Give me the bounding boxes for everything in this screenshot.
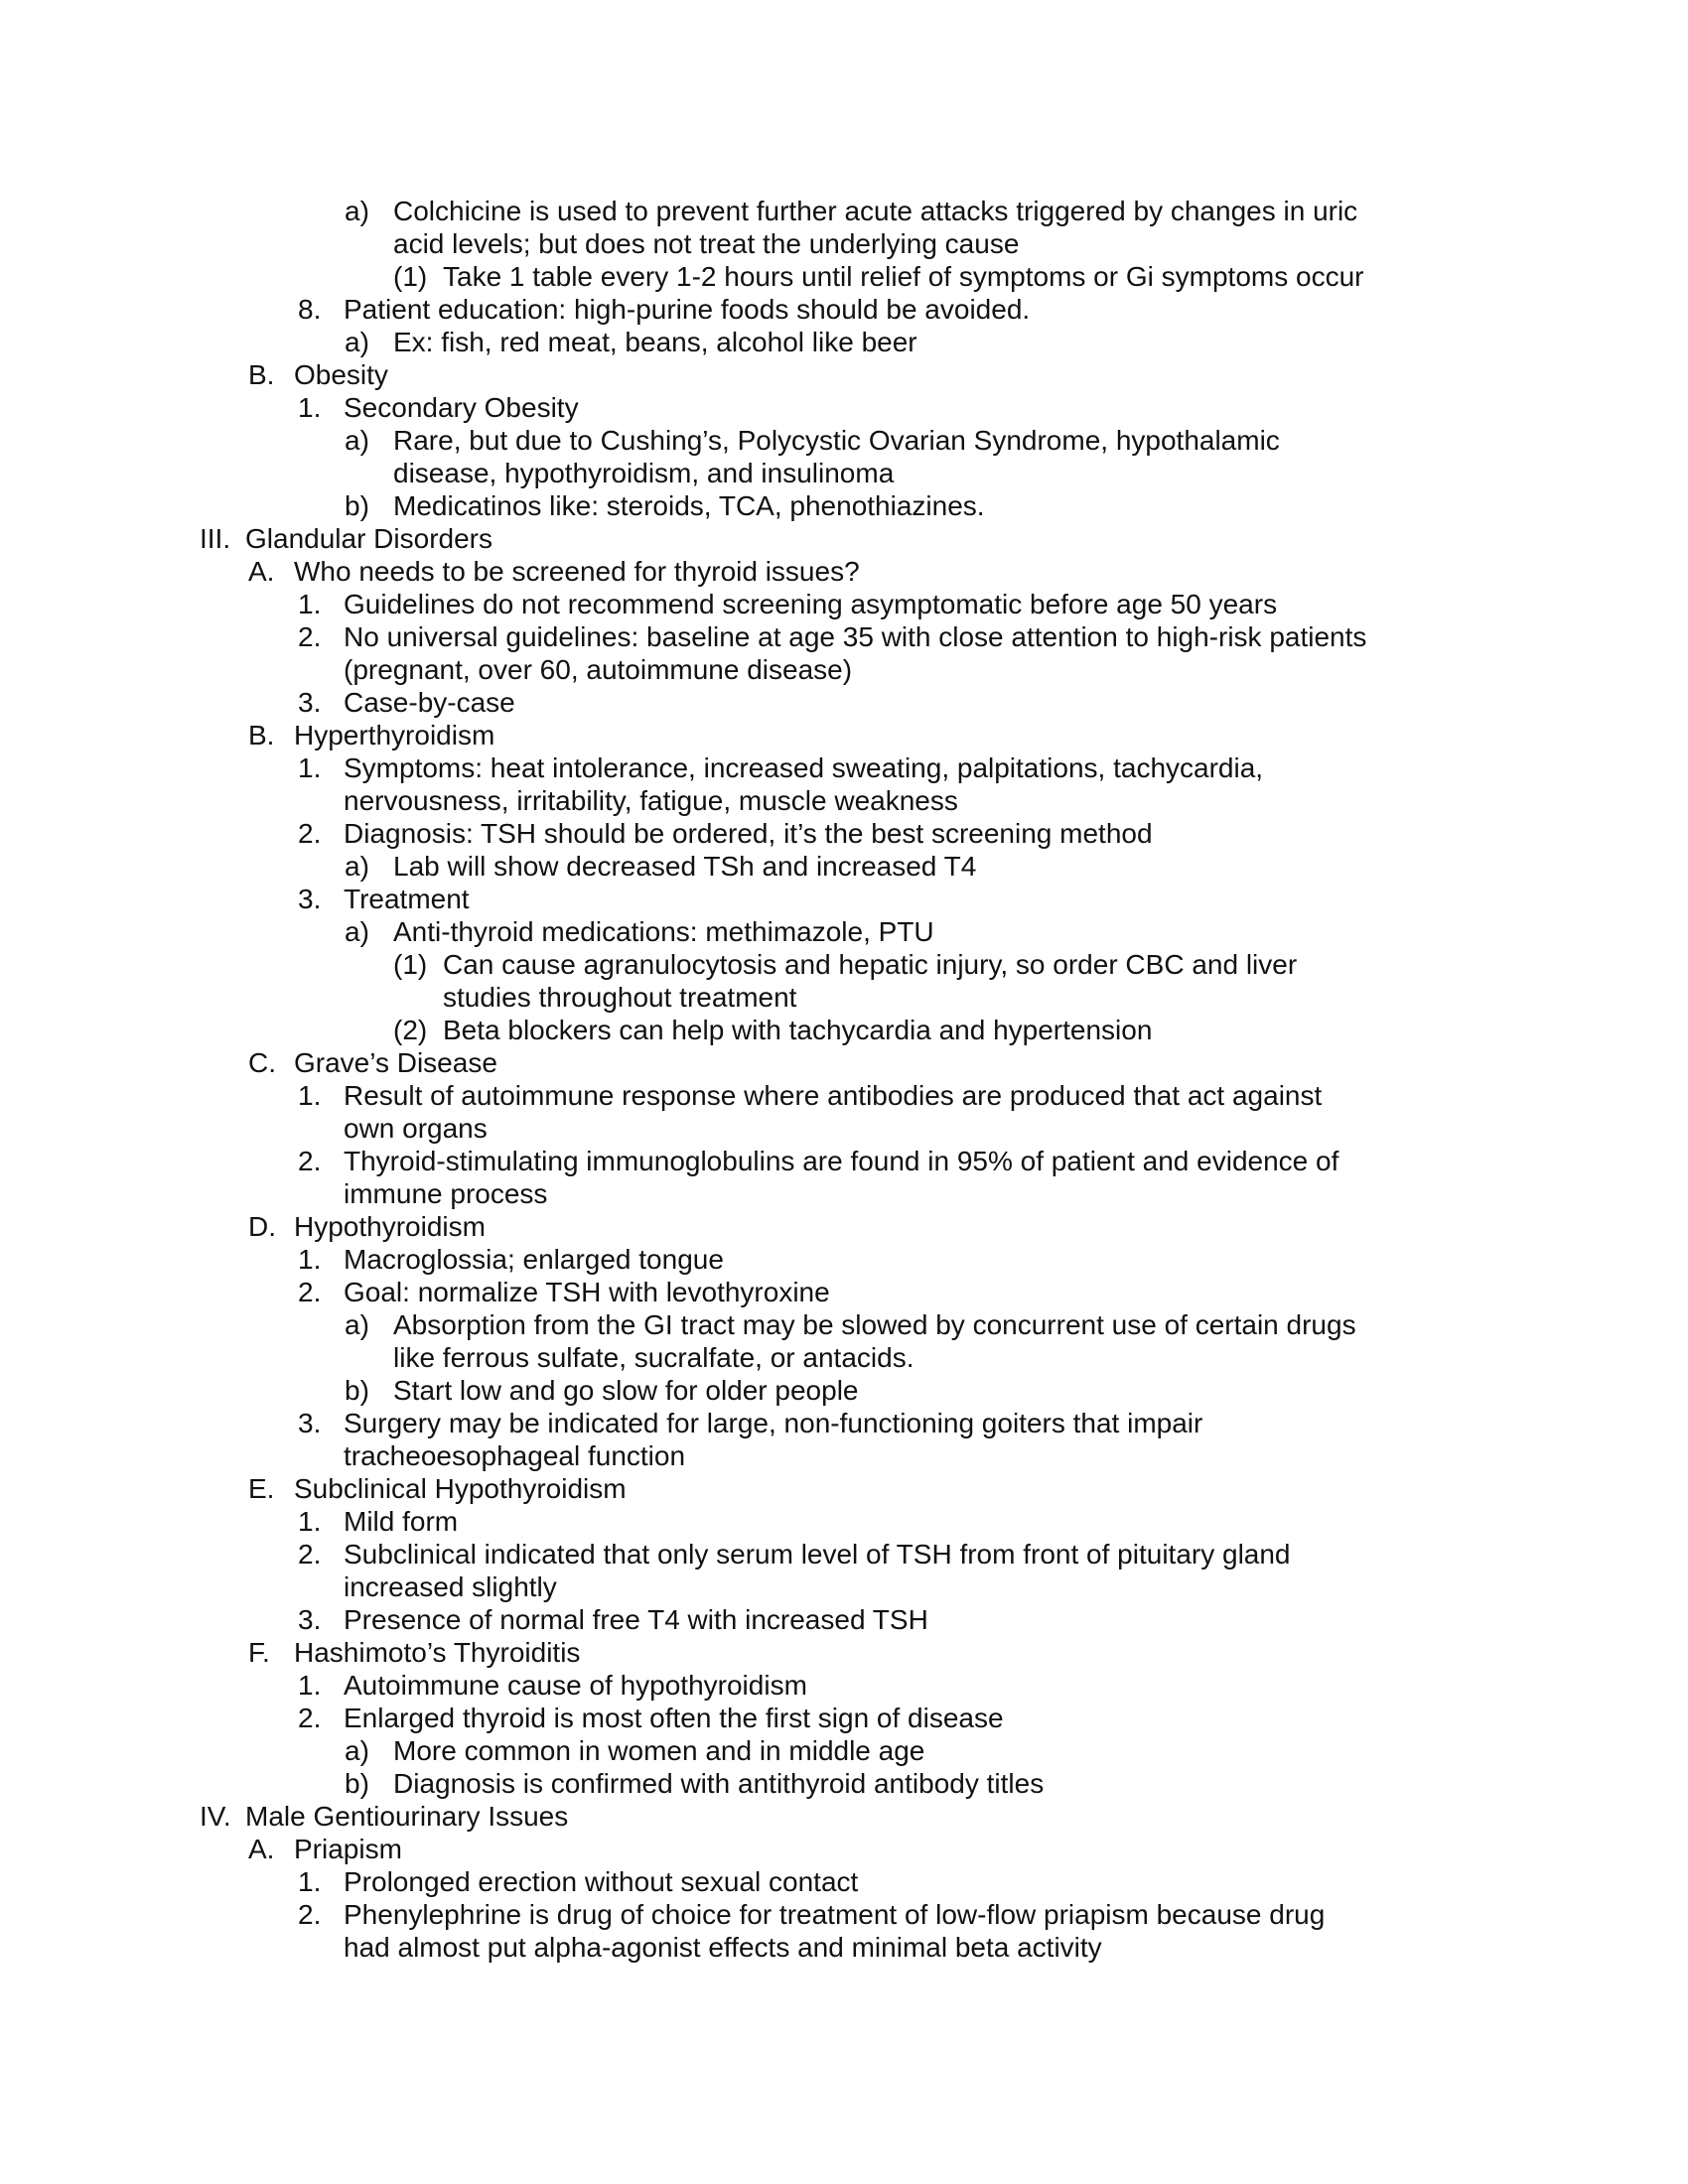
outline-item — [0, 850, 1688, 883]
item-text-line: had almost put alpha-agonist effects and minimal beta activity — [344, 1932, 1102, 1963]
list-marker: b) — [345, 490, 369, 521]
item-text-line: Patient education: high-purine foods should be avoided. — [344, 294, 1031, 325]
item-text-line: Medicatinos like: steroids, TCA, phenothiazines. — [393, 490, 985, 521]
list-marker: III. — [200, 523, 231, 554]
item-text-line: Anti-thyroid medications: methimazole, PTU — [393, 916, 934, 947]
item-text-line: Glandular Disorders — [245, 523, 492, 554]
item-text-line: acid levels; but does not treat the underlying cause — [393, 228, 1020, 259]
list-marker: B. — [248, 359, 275, 390]
item-text-line: More common in women and in middle age — [393, 1735, 925, 1766]
list-marker: (1) — [393, 949, 428, 980]
list-marker: (1) — [393, 261, 428, 292]
list-marker: E. — [248, 1473, 275, 1504]
item-text-line: Autoimmune cause of hypothyroidism — [344, 1670, 807, 1701]
list-marker: 3. — [298, 1604, 322, 1635]
item-text-line: Enlarged thyroid is most often the first sign of disease — [344, 1703, 1004, 1733]
list-marker: a) — [345, 1735, 369, 1766]
list-marker: a) — [345, 425, 369, 456]
list-marker: 1. — [298, 589, 322, 619]
item-text-line: Guidelines do not recommend screening asymptomatic before age 50 years — [344, 589, 1278, 619]
outline-item — [0, 326, 1688, 358]
item-text-line: Diagnosis is confirmed with antithyroid antibody titles — [393, 1768, 1045, 1799]
outline-item — [0, 1308, 1688, 1374]
list-marker: B. — [248, 720, 275, 751]
list-marker: a) — [345, 851, 369, 882]
list-marker: 2. — [298, 621, 322, 652]
list-marker: 1. — [298, 752, 322, 783]
list-marker: 2. — [298, 1703, 322, 1733]
item-text-line: Lab will show decreased TSh and increased T4 — [393, 851, 977, 882]
list-marker: 2. — [298, 1277, 322, 1307]
outline-item — [0, 555, 1688, 588]
outline-item — [0, 1046, 1688, 1079]
list-marker: A. — [248, 556, 275, 587]
list-marker: 3. — [298, 884, 322, 914]
outline-item — [0, 1865, 1688, 1898]
outline-item — [0, 1014, 1688, 1046]
outline-item — [0, 1636, 1688, 1669]
item-text-line: nervousness, irritability, fatigue, muscle weakness — [344, 785, 958, 816]
item-text-line: Take 1 table every 1-2 hours until relief of symptoms or Gi symptoms occur — [443, 261, 1364, 292]
item-text-line: Male Gentiourinary Issues — [245, 1801, 569, 1832]
outline-item — [0, 1374, 1688, 1407]
list-marker: 8. — [298, 294, 322, 325]
list-marker: b) — [345, 1375, 369, 1406]
item-text-line: Subclinical indicated that only serum level of TSH from front of pituitary gland — [344, 1539, 1291, 1570]
outline-item — [0, 1767, 1688, 1800]
item-text-line: Obesity — [294, 359, 388, 390]
item-text-line: Colchicine is used to prevent further acute attacks triggered by changes in uric — [393, 196, 1358, 226]
item-text-line: Surgery may be indicated for large, non-functioning goiters that impair — [344, 1408, 1203, 1438]
list-marker: 1. — [298, 1670, 322, 1701]
item-text-line: Symptoms: heat intolerance, increased sweating, palpitations, tachycardia, — [344, 752, 1264, 783]
list-marker: F. — [248, 1637, 270, 1668]
item-text-line: studies throughout treatment — [443, 982, 797, 1013]
item-text-line: Presence of normal free T4 with increased TSH — [344, 1604, 928, 1635]
list-marker: 2. — [298, 1146, 322, 1176]
item-text-line: Secondary Obesity — [344, 392, 579, 423]
item-text-line: Who needs to be screened for thyroid issues? — [294, 556, 860, 587]
outline-item — [0, 915, 1688, 948]
outline-item — [0, 1505, 1688, 1538]
item-text-line: Macroglossia; enlarged tongue — [344, 1244, 724, 1275]
outline-item — [0, 489, 1688, 522]
item-text-line: Hashimoto’s Thyroiditis — [294, 1637, 581, 1668]
item-text-line: Result of autoimmune response where antibodies are produced that act against — [344, 1080, 1323, 1111]
outline-item — [0, 1734, 1688, 1767]
outline-item — [0, 293, 1688, 326]
item-text-line: like ferrous sulfate, sucralfate, or antacids. — [393, 1342, 914, 1373]
document-outline — [0, 195, 1688, 1964]
outline-item — [0, 195, 1688, 260]
item-text-line: Start low and go slow for older people — [393, 1375, 859, 1406]
item-text-line: Rare, but due to Cushing’s, Polycystic Ovarian Syndrome, hypothalamic — [393, 425, 1280, 456]
outline-item — [0, 1702, 1688, 1734]
item-text-line: (pregnant, over 60, autoimmune disease) — [344, 654, 853, 685]
item-text-line: Prolonged erection without sexual contact — [344, 1866, 859, 1897]
list-marker: 1. — [298, 1866, 322, 1897]
outline-item — [0, 1276, 1688, 1308]
item-text-line: Mild form — [344, 1506, 459, 1537]
item-text-line: tracheoesophageal function — [344, 1440, 686, 1471]
outline-item — [0, 1800, 1688, 1833]
outline-item — [0, 883, 1688, 915]
outline-item — [0, 817, 1688, 850]
list-marker: 2. — [298, 1899, 322, 1930]
item-text-line: Can cause agranulocytosis and hepatic injury, so order CBC and liver — [443, 949, 1298, 980]
outline-item — [0, 1210, 1688, 1243]
outline-item — [0, 719, 1688, 751]
outline-item — [0, 260, 1688, 293]
list-marker: 2. — [298, 1539, 322, 1570]
list-marker: a) — [345, 196, 369, 226]
list-marker: 1. — [298, 1080, 322, 1111]
list-marker: 3. — [298, 687, 322, 718]
item-text-line: Goal: normalize TSH with levothyroxine — [344, 1277, 830, 1307]
item-text-line: Phenylephrine is drug of choice for treatment of low-flow priapism because drug — [344, 1899, 1326, 1930]
list-marker: 1. — [298, 1244, 322, 1275]
list-marker: a) — [345, 327, 369, 357]
outline-item — [0, 1538, 1688, 1603]
item-text-line: immune process — [344, 1178, 548, 1209]
outline-item — [0, 391, 1688, 424]
outline-item — [0, 1603, 1688, 1636]
item-text-line: Case-by-case — [344, 687, 515, 718]
outline-item — [0, 620, 1688, 686]
list-marker: IV. — [200, 1801, 231, 1832]
item-text-line: Hypothyroidism — [294, 1211, 486, 1242]
outline-item — [0, 948, 1688, 1014]
list-marker: a) — [345, 1309, 369, 1340]
item-text-line: disease, hypothyroidism, and insulinoma — [393, 458, 895, 488]
outline-item — [0, 1079, 1688, 1145]
item-text-line: Subclinical Hypothyroidism — [294, 1473, 627, 1504]
item-text-line: Diagnosis: TSH should be ordered, it’s the best screening method — [344, 818, 1153, 849]
outline-item — [0, 358, 1688, 391]
outline-item — [0, 1145, 1688, 1210]
item-text-line: Hyperthyroidism — [294, 720, 495, 751]
outline-item — [0, 1243, 1688, 1276]
outline-item — [0, 686, 1688, 719]
item-text-line: No universal guidelines: baseline at age 35 with close attention to high-risk patients — [344, 621, 1367, 652]
list-marker: C. — [248, 1047, 276, 1078]
list-marker: 1. — [298, 392, 322, 423]
item-text-line: increased slightly — [344, 1571, 557, 1602]
list-marker: D. — [248, 1211, 276, 1242]
outline-item — [0, 1669, 1688, 1702]
list-marker: b) — [345, 1768, 369, 1799]
item-text-line: Priapism — [294, 1834, 402, 1864]
item-text-line: Absorption from the GI tract may be slowed by concurrent use of certain drugs — [393, 1309, 1356, 1340]
list-marker: 3. — [298, 1408, 322, 1438]
item-text-line: Grave’s Disease — [294, 1047, 497, 1078]
item-text-line: Ex: fish, red meat, beans, alcohol like beer — [393, 327, 917, 357]
item-text-line: Treatment — [344, 884, 470, 914]
outline-item — [0, 522, 1688, 555]
list-marker: 2. — [298, 818, 322, 849]
outline-item — [0, 1898, 1688, 1964]
outline-item — [0, 588, 1688, 620]
outline-item — [0, 1833, 1688, 1865]
outline-item — [0, 751, 1688, 817]
item-text-line: Thyroid-stimulating immunoglobulins are found in 95% of patient and evidence of — [344, 1146, 1339, 1176]
outline-item — [0, 424, 1688, 489]
outline-item — [0, 1472, 1688, 1505]
list-marker: (2) — [393, 1015, 428, 1045]
outline-item — [0, 1407, 1688, 1472]
list-marker: a) — [345, 916, 369, 947]
item-text-line: Beta blockers can help with tachycardia and hypertension — [443, 1015, 1153, 1045]
item-text-line: own organs — [344, 1113, 488, 1144]
list-marker: A. — [248, 1834, 275, 1864]
list-marker: 1. — [298, 1506, 322, 1537]
